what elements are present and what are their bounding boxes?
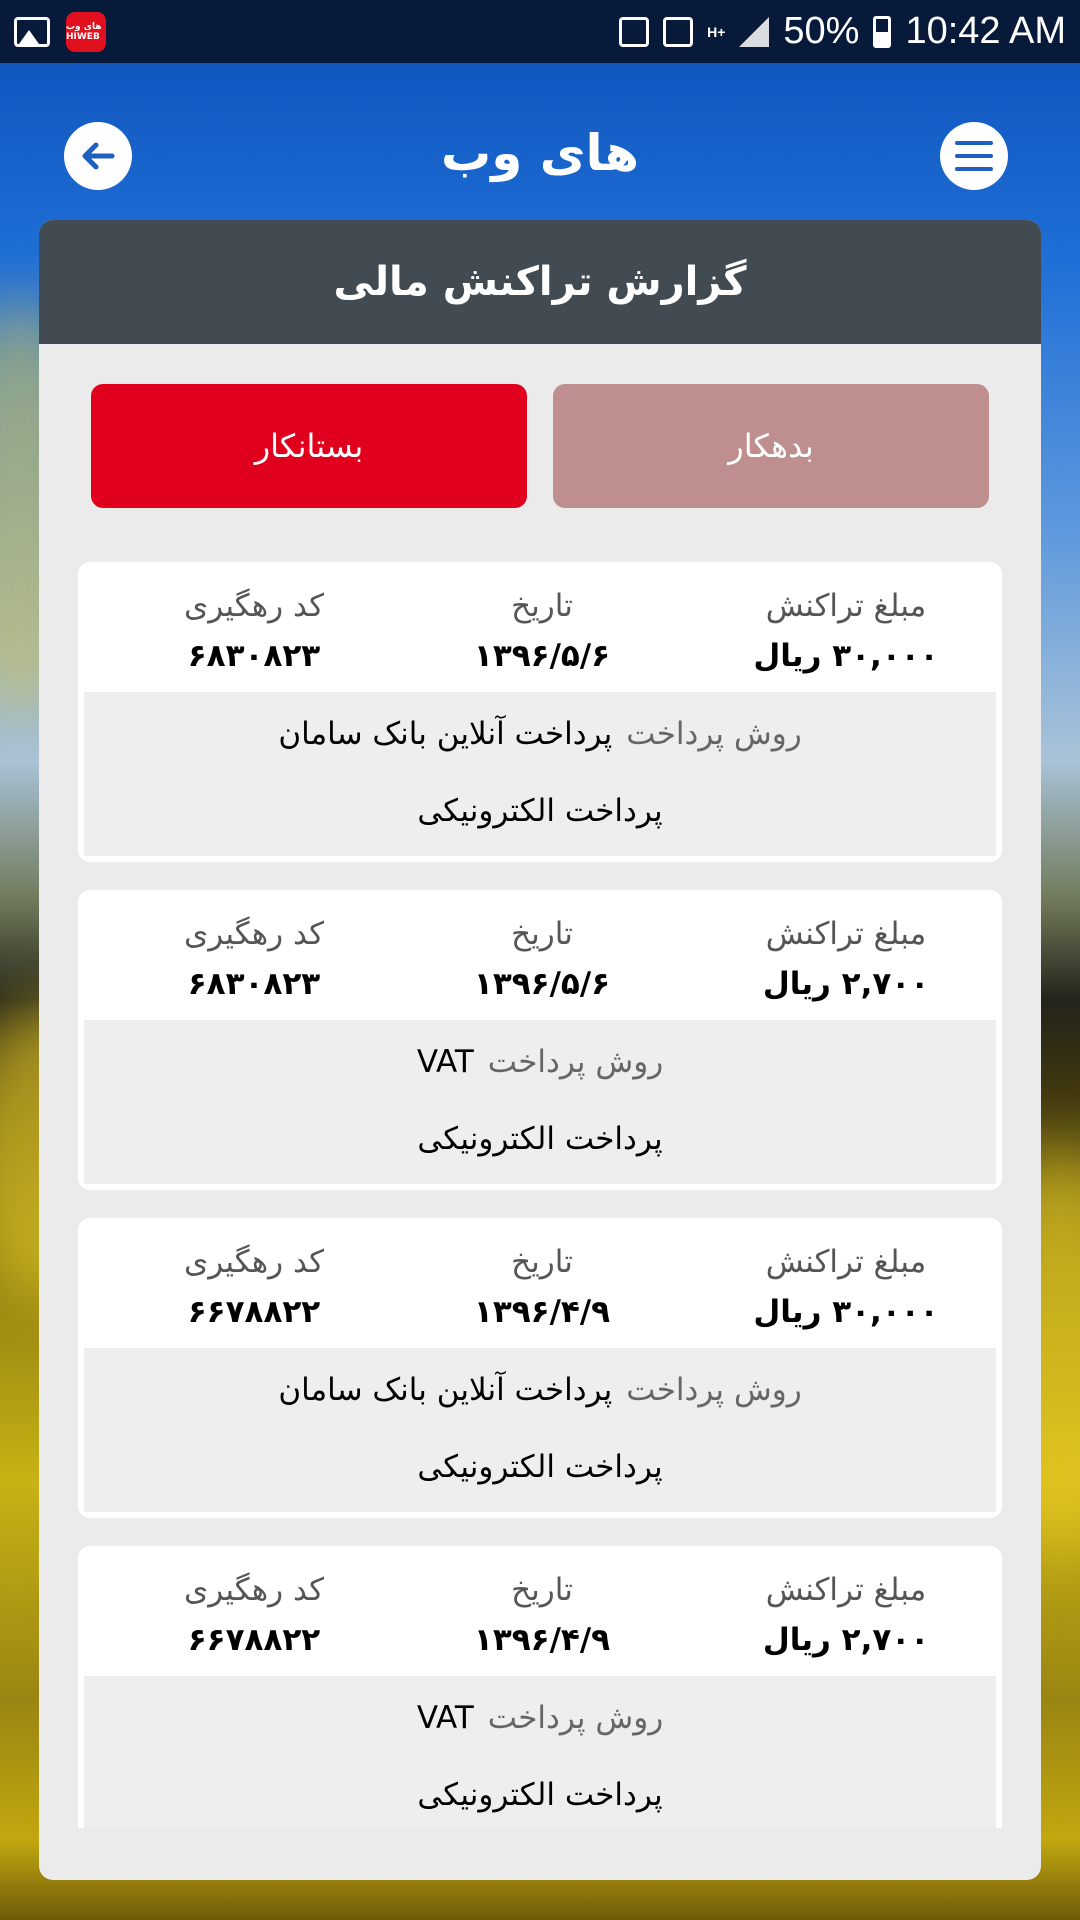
method-label: روش پرداخت — [626, 716, 802, 752]
payment-type: پرداخت الکترونیکی — [417, 793, 663, 829]
amount-column — [736, 1566, 956, 1666]
signal-box-icon — [663, 17, 693, 47]
transaction-details — [84, 1020, 996, 1184]
tab-bar — [39, 344, 1041, 514]
tracking-value: ۶۸۳۰۸۲۳ — [187, 638, 321, 674]
amount-value: ۳۰,۰۰۰ ریال — [753, 638, 939, 674]
date-value: ۱۳۹۶/۴/۹ — [473, 1294, 611, 1330]
tracking-column — [144, 582, 364, 682]
amount-label: مبلغ تراکنش — [765, 1572, 927, 1608]
tracking-value: ۶۶۷۸۸۲۲ — [187, 1622, 321, 1658]
amount-label: مبلغ تراکنش — [765, 1244, 927, 1280]
app-logo: های وب — [441, 124, 639, 182]
menu-button[interactable] — [940, 122, 1008, 190]
date-label: تاریخ — [511, 588, 573, 624]
date-label: تاریخ — [511, 1244, 573, 1280]
gallery-notification-icon — [14, 17, 50, 47]
method-value: VAT — [416, 1044, 474, 1080]
date-value: ۱۳۹۶/۵/۶ — [473, 638, 611, 674]
amount-column — [736, 910, 956, 1010]
method-value: VAT — [416, 1700, 474, 1736]
transaction-list[interactable] — [78, 562, 1002, 1828]
method-label: روش پرداخت — [626, 1372, 802, 1408]
method-label: روش پرداخت — [487, 1044, 664, 1080]
payment-type: پرداخت الکترونیکی — [417, 1449, 663, 1485]
hamburger-menu-icon — [954, 139, 994, 173]
tab-credit[interactable]: بستانکار — [91, 384, 527, 508]
amount-value: ۲,۷۰۰ ریال — [762, 966, 930, 1002]
status-bar — [0, 0, 1080, 63]
date-label: تاریخ — [511, 916, 573, 952]
amount-column — [736, 1238, 956, 1338]
battery-icon — [873, 16, 891, 48]
date-value: ۱۳۹۶/۴/۹ — [473, 1622, 611, 1658]
network-type: H+ — [707, 23, 726, 40]
tracking-column — [144, 1238, 364, 1338]
tracking-label: کد رهگیری — [183, 916, 325, 952]
tracking-column — [144, 1566, 364, 1666]
amount-column — [736, 582, 956, 682]
tab-debit[interactable]: بدهکار — [553, 384, 989, 508]
date-label: تاریخ — [511, 1572, 573, 1608]
transaction-details — [84, 692, 996, 856]
tracking-column — [144, 910, 364, 1010]
transaction-details — [84, 1348, 996, 1512]
date-value: ۱۳۹۶/۵/۶ — [473, 966, 611, 1002]
amount-value: ۳۰,۰۰۰ ریال — [753, 1294, 939, 1330]
tracking-value: ۶۶۷۸۸۲۲ — [187, 1294, 321, 1330]
date-column — [432, 1238, 652, 1338]
tracking-label: کد رهگیری — [183, 1572, 325, 1608]
panel-title: گزارش تراکنش مالی — [39, 220, 1041, 344]
tracking-value: ۶۸۳۰۸۲۳ — [187, 966, 321, 1002]
transaction-card — [78, 562, 1002, 862]
amount-value: ۲,۷۰۰ ریال — [762, 1622, 930, 1658]
date-column — [432, 910, 652, 1010]
transaction-card — [78, 890, 1002, 1190]
payment-type: پرداخت الکترونیکی — [417, 1777, 663, 1813]
hiweb-notification-icon: های وب HIWEB — [66, 12, 106, 52]
back-button[interactable] — [64, 122, 132, 190]
method-value: پرداخت آنلاین بانک سامان — [278, 716, 613, 752]
transaction-card — [78, 1218, 1002, 1518]
amount-label: مبلغ تراکنش — [765, 916, 927, 952]
notification-icon — [619, 17, 649, 47]
arrow-left-icon — [76, 134, 120, 178]
transaction-card — [78, 1546, 1002, 1828]
payment-type: پرداخت الکترونیکی — [417, 1121, 663, 1157]
amount-label: مبلغ تراکنش — [765, 588, 927, 624]
method-label: روش پرداخت — [487, 1700, 664, 1736]
battery-percent: 50% — [783, 10, 860, 52]
transaction-details — [84, 1676, 996, 1828]
tracking-label: کد رهگیری — [183, 588, 325, 624]
method-value: پرداخت آنلاین بانک سامان — [278, 1372, 613, 1408]
clock: 10:42 AM — [905, 10, 1066, 52]
tracking-label: کد رهگیری — [183, 1244, 325, 1280]
signal-strength-icon — [739, 17, 769, 47]
date-column — [432, 582, 652, 682]
date-column — [432, 1566, 652, 1666]
